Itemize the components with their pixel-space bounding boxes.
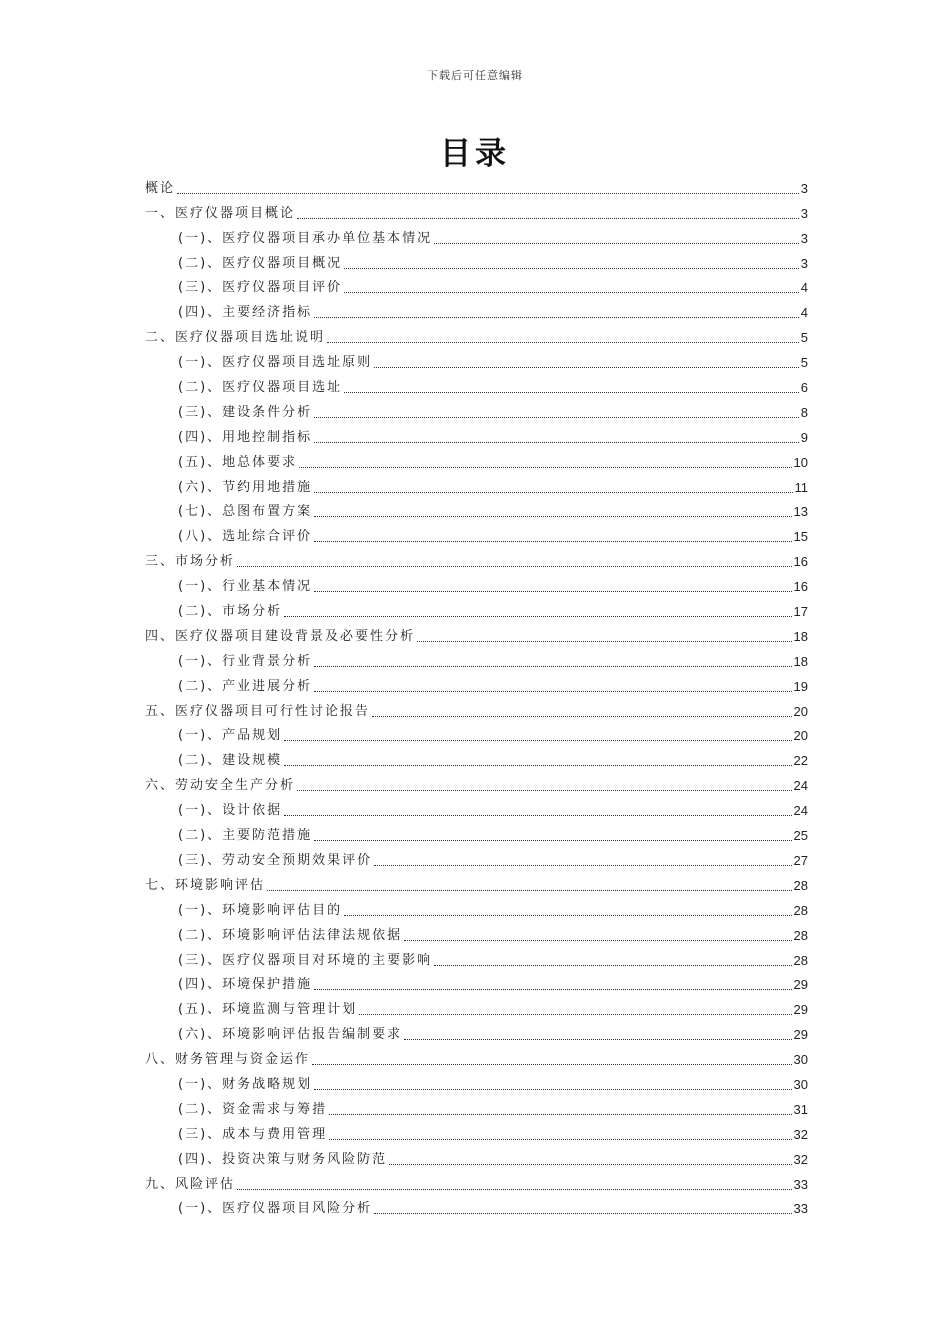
toc-chapter-entry[interactable] <box>145 1170 808 1195</box>
toc-section-entry[interactable] <box>145 796 808 821</box>
toc-section-entry[interactable] <box>145 498 808 523</box>
toc-section-entry[interactable] <box>145 846 808 871</box>
toc-title: 目录 <box>440 136 510 172</box>
toc-section-entry[interactable] <box>145 298 808 323</box>
toc-dot-leader <box>344 268 799 269</box>
toc-section-entry[interactable] <box>145 398 808 423</box>
toc-entry-text: (五)、地总体要求 <box>178 454 298 470</box>
toc-page-number: 3 <box>800 205 808 221</box>
toc-entry-text: (二)、产业进展分析 <box>178 678 313 694</box>
toc-section-entry[interactable] <box>145 821 808 846</box>
toc-page-number: 28 <box>793 877 808 893</box>
toc-dot-leader <box>237 566 792 567</box>
toc-chapter-entry[interactable] <box>145 622 808 647</box>
toc-page-number: 3 <box>800 230 808 246</box>
toc-chapter-entry[interactable] <box>145 871 808 896</box>
toc-section-entry[interactable] <box>145 1120 808 1145</box>
page-header-note: 下载后可任意编辑 <box>427 69 523 82</box>
toc-page-number: 32 <box>793 1151 808 1167</box>
toc-page-number: 13 <box>793 504 808 520</box>
toc-entry-text: (六)、环境影响评估报告编制要求 <box>178 1027 403 1043</box>
toc-entry-text: 九、风险评估 <box>145 1176 236 1192</box>
toc-dot-leader <box>314 541 791 542</box>
toc-page-number: 30 <box>793 1076 808 1092</box>
toc-page-number: 5 <box>800 330 808 346</box>
toc-page-number: 29 <box>793 977 808 993</box>
toc-dot-leader <box>284 616 791 617</box>
toc-dot-leader <box>327 342 799 343</box>
toc-page-number: 17 <box>793 604 808 620</box>
toc-dot-leader <box>299 467 791 468</box>
toc-section-entry[interactable] <box>145 1145 808 1170</box>
toc-dot-leader <box>314 442 799 443</box>
toc-page-number: 33 <box>793 1176 808 1192</box>
toc-page-number: 18 <box>793 628 808 644</box>
toc-section-entry[interactable] <box>145 572 808 597</box>
toc-section-entry[interactable] <box>145 348 808 373</box>
toc-section-entry[interactable] <box>145 597 808 622</box>
toc-dot-leader <box>297 218 799 219</box>
toc-page-number: 32 <box>793 1126 808 1142</box>
toc-dot-leader <box>177 193 799 194</box>
toc-dot-leader <box>344 292 799 293</box>
toc-page-number: 20 <box>793 703 808 719</box>
toc-chapter-entry[interactable] <box>145 174 808 199</box>
toc-page-number: 30 <box>793 1052 808 1068</box>
toc-page-number: 25 <box>793 828 808 844</box>
toc-dot-leader <box>314 1089 791 1090</box>
toc-entry-text: (一)、设计依据 <box>178 803 283 819</box>
toc-page-number: 24 <box>793 778 808 794</box>
toc-dot-leader <box>374 1213 791 1214</box>
toc-entry-text: (三)、建设条件分析 <box>178 404 313 420</box>
toc-entry-text: (三)、劳动安全预期效果评价 <box>178 852 373 868</box>
toc-dot-leader <box>314 666 791 667</box>
toc-chapter-entry[interactable] <box>145 323 808 348</box>
toc-dot-leader <box>314 516 791 517</box>
toc-entry-text: (一)、医疗仪器项目承办单位基本情况 <box>178 230 433 246</box>
toc-entry-text: 二、医疗仪器项目选址说明 <box>145 330 326 346</box>
toc-entry-text: (三)、医疗仪器项目评价 <box>178 280 343 296</box>
toc-entry-text: 三、市场分析 <box>145 554 236 570</box>
toc-chapter-entry[interactable] <box>145 199 808 224</box>
toc-page-number: 28 <box>793 902 808 918</box>
toc-entry-text: (一)、行业背景分析 <box>178 653 313 669</box>
toc-section-entry[interactable] <box>145 672 808 697</box>
toc-dot-leader <box>314 840 791 841</box>
toc-section-entry[interactable] <box>145 373 808 398</box>
toc-dot-leader <box>284 765 791 766</box>
toc-entry-text: 一、医疗仪器项目概论 <box>145 205 296 221</box>
toc-entry-text: (一)、医疗仪器项目风险分析 <box>178 1201 373 1217</box>
toc-section-entry[interactable] <box>145 274 808 299</box>
toc-page-number: 6 <box>800 380 808 396</box>
toc-page-number: 4 <box>800 280 808 296</box>
toc-entry-text: (二)、医疗仪器项目选址 <box>178 380 343 396</box>
toc-entry-text: (一)、产品规划 <box>178 728 283 744</box>
toc-section-entry[interactable] <box>145 448 808 473</box>
toc-dot-leader <box>344 392 799 393</box>
toc-page-number: 27 <box>793 852 808 868</box>
toc-dot-leader <box>389 1164 791 1165</box>
toc-section-entry[interactable] <box>145 1070 808 1095</box>
toc-entry-text: (六)、节约用地措施 <box>178 479 313 495</box>
toc-entry-text: (二)、市场分析 <box>178 604 283 620</box>
toc-entry-text: (二)、建设规模 <box>178 753 283 769</box>
toc-page-number: 24 <box>793 803 808 819</box>
toc-dot-leader <box>312 1064 792 1065</box>
toc-section-entry[interactable] <box>145 249 808 274</box>
toc-entry-text: (一)、财务战略规划 <box>178 1076 313 1092</box>
toc-section-entry[interactable] <box>145 746 808 771</box>
toc-dot-leader <box>284 815 791 816</box>
toc-entry-text: (四)、环境保护措施 <box>178 977 313 993</box>
toc-dot-leader <box>297 790 792 791</box>
toc-dot-leader <box>314 492 792 493</box>
toc-section-entry[interactable] <box>145 647 808 672</box>
toc-entry-text: 八、财务管理与资金运作 <box>145 1052 311 1068</box>
toc-dot-leader <box>284 740 791 741</box>
toc-entry-text: 七、环境影响评估 <box>145 877 266 893</box>
toc-entry-text: (三)、医疗仪器项目对环境的主要影响 <box>178 952 433 968</box>
toc-page-number: 28 <box>793 927 808 943</box>
toc-chapter-entry[interactable] <box>145 547 808 572</box>
table-of-contents <box>145 174 808 1219</box>
toc-section-entry[interactable] <box>145 522 808 547</box>
toc-page-number: 16 <box>793 554 808 570</box>
toc-entry-text: (三)、成本与费用管理 <box>178 1126 328 1142</box>
toc-entry-text: (二)、主要防范措施 <box>178 828 313 844</box>
toc-entry-text: 六、劳动安全生产分析 <box>145 778 296 794</box>
toc-entry-text: 概论 <box>145 180 176 196</box>
toc-entry-text: 五、医疗仪器项目可行性讨论报告 <box>145 703 371 719</box>
toc-section-entry[interactable] <box>145 921 808 946</box>
toc-page-number: 3 <box>800 180 808 196</box>
toc-dot-leader <box>329 1139 791 1140</box>
toc-page-number: 9 <box>800 429 808 445</box>
toc-section-entry[interactable] <box>145 1195 808 1220</box>
toc-page-number: 31 <box>793 1101 808 1117</box>
toc-section-entry[interactable] <box>145 995 808 1020</box>
toc-dot-leader <box>417 641 792 642</box>
toc-entry-text: (八)、选址综合评价 <box>178 529 313 545</box>
toc-section-entry[interactable] <box>145 946 808 971</box>
toc-entry-text: (四)、用地控制指标 <box>178 429 313 445</box>
toc-page-number: 16 <box>793 579 808 595</box>
toc-dot-leader <box>434 965 791 966</box>
toc-page-number: 20 <box>793 728 808 744</box>
toc-entry-text: (一)、环境影响评估目的 <box>178 902 343 918</box>
toc-entry-text: (一)、医疗仪器项目选址原则 <box>178 355 373 371</box>
toc-entry-text: 四、医疗仪器项目建设背景及必要性分析 <box>145 628 416 644</box>
toc-section-entry[interactable] <box>145 971 808 996</box>
toc-chapter-entry[interactable] <box>145 1045 808 1070</box>
toc-section-entry[interactable] <box>145 1020 808 1045</box>
toc-entry-text: (四)、主要经济指标 <box>178 305 313 321</box>
toc-section-entry[interactable] <box>145 722 808 747</box>
toc-dot-leader <box>344 915 791 916</box>
toc-page-number: 19 <box>793 678 808 694</box>
toc-chapter-entry[interactable] <box>145 697 808 722</box>
toc-page-number: 5 <box>800 355 808 371</box>
toc-dot-leader <box>237 1189 792 1190</box>
toc-page-number: 15 <box>793 529 808 545</box>
toc-entry-text: (二)、医疗仪器项目概况 <box>178 255 343 271</box>
toc-entry-text: (五)、环境监测与管理计划 <box>178 1002 358 1018</box>
toc-section-entry[interactable] <box>145 224 808 249</box>
toc-page-number: 29 <box>793 1027 808 1043</box>
toc-page-number: 18 <box>793 653 808 669</box>
toc-page-number: 3 <box>800 255 808 271</box>
toc-page-number: 10 <box>793 454 808 470</box>
toc-dot-leader <box>314 691 791 692</box>
toc-dot-leader <box>434 243 799 244</box>
toc-dot-leader <box>372 716 792 717</box>
toc-page-number: 29 <box>793 1002 808 1018</box>
toc-dot-leader <box>314 417 799 418</box>
toc-dot-leader <box>314 989 791 990</box>
toc-entry-text: (二)、环境影响评估法律法规依据 <box>178 927 403 943</box>
toc-page-number: 4 <box>800 305 808 321</box>
toc-page-number: 11 <box>794 479 808 495</box>
toc-dot-leader <box>314 591 791 592</box>
toc-entry-text: (一)、行业基本情况 <box>178 579 313 595</box>
toc-page-number: 8 <box>800 404 808 420</box>
toc-dot-leader <box>404 1039 791 1040</box>
toc-chapter-entry[interactable] <box>145 771 808 796</box>
toc-dot-leader <box>267 890 792 891</box>
toc-dot-leader <box>374 865 791 866</box>
toc-dot-leader <box>359 1014 791 1015</box>
toc-dot-leader <box>374 367 799 368</box>
toc-section-entry[interactable] <box>145 896 808 921</box>
toc-dot-leader <box>404 940 791 941</box>
toc-page-number: 22 <box>793 753 808 769</box>
toc-section-entry[interactable] <box>145 1095 808 1120</box>
toc-entry-text: (四)、投资决策与财务风险防范 <box>178 1151 388 1167</box>
toc-section-entry[interactable] <box>145 423 808 448</box>
toc-page-number: 33 <box>793 1201 808 1217</box>
toc-entry-text: (七)、总图布置方案 <box>178 504 313 520</box>
toc-section-entry[interactable] <box>145 473 808 498</box>
toc-dot-leader <box>314 317 799 318</box>
toc-dot-leader <box>329 1114 791 1115</box>
toc-entry-text: (二)、资金需求与筹措 <box>178 1101 328 1117</box>
toc-page-number: 28 <box>793 952 808 968</box>
